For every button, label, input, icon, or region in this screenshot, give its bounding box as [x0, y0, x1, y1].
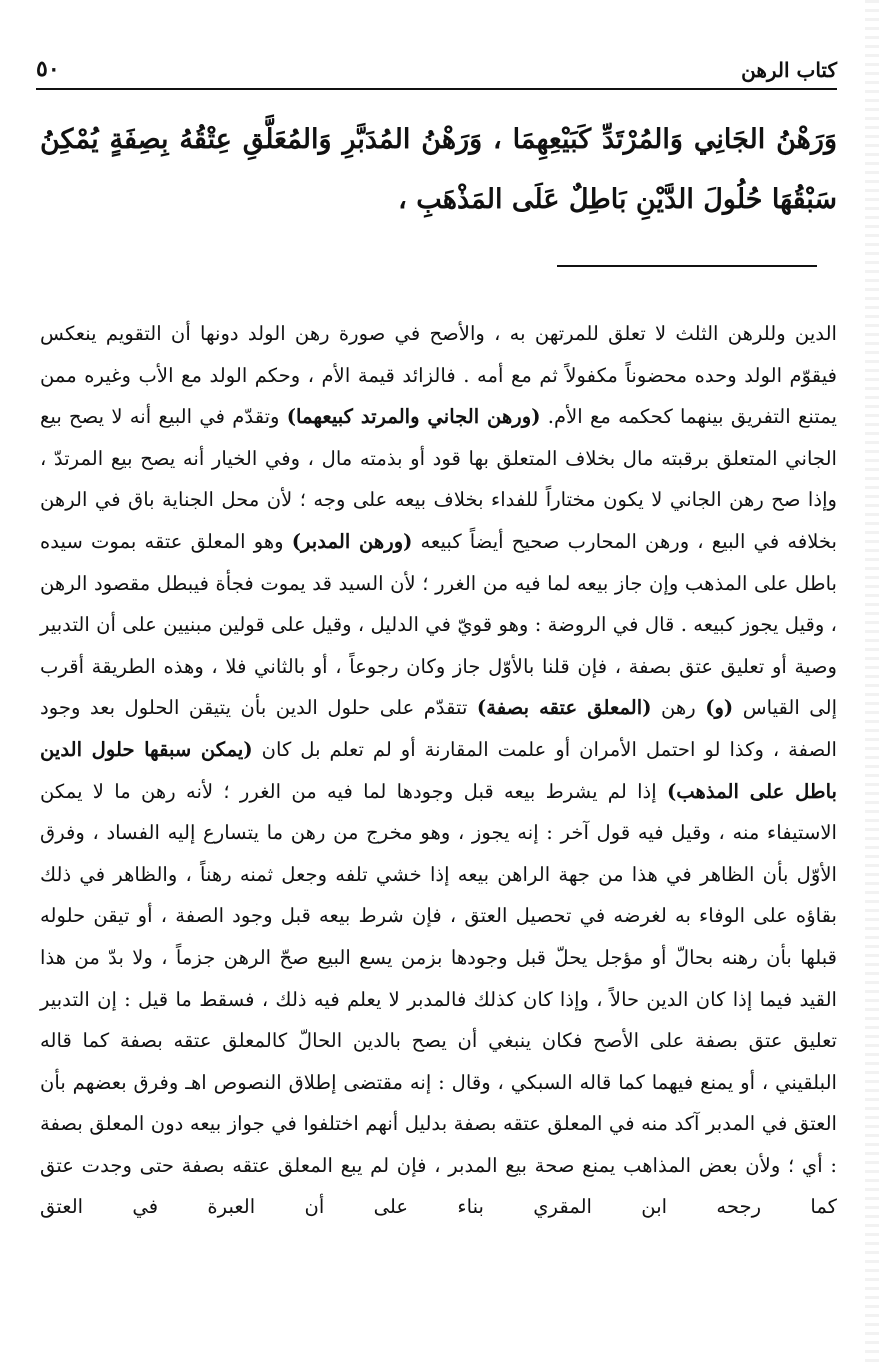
- sharh-text-3: وهو المعلق عتقه بموت سيده باطل على المذهب وإن جاز بيعه لما فيه من الغرر ؛ لأن السيد قد يموت فجأة فيبطل مقصود الرهن ، وقيل يجوز كبيعه . قال في الروضة : وهو قويّ في الدليل ، وقيل على قولين مبنيين على أن التدبير وصية أو تعليق عتق بصفة ، فإن قلنا بالأوّل جاز وكان رجوعاً ، أو بالثاني فلا ، وهذه الطريقة أقرب إلى القياس: [40, 529, 838, 720]
- quoted-matn-2: (ورهن المدبر): [291, 529, 413, 553]
- quoted-matn-3: (و): [705, 696, 734, 720]
- page-number: ٥٠: [36, 56, 60, 82]
- scan-edge: [865, 0, 879, 1367]
- quoted-matn-1: (ورهن الجاني والمرتد كبيعهما): [286, 405, 541, 429]
- matn-text: وَرَهْنُ الجَانِي وَالمُرْتَدِّ كَبَيْعِهِمَا ، وَرَهْنُ المُدَبَّرِ وَالمُعَلَّقِ عِتْقُهُ بِصِفَةٍ يُمْكِنُ سَبْقُهَا حُلُولَ الدَّيْنِ بَاطِلٌ عَلَى المَذْهَبِ ،: [40, 124, 837, 215]
- sharh-text-5: تتقدّم على حلول الدين بأن يتيقن الحلول بعد وجود الصفة ، وكذا لو احتمل الأمران أو علمت المقارنة أو لم تعلم بل كان: [40, 696, 837, 761]
- book-title: كتاب الرهن: [741, 58, 837, 82]
- sharh-text-2: وتقدّم في البيع أنه لا يصح بيع الجاني المتعلق برقبته مال بخلاف المتعلق بها قود أو بذمته مال ، وفي الخيار أنه يصح بيع المرتدّ ، وإذا صح رهن الجاني لا يكون مختاراً للفداء بخلاف بيعه على وجه ؛ لأن محل الجناية باق في الرهن بخلافه في البيع ، ورهن المحارب صحيح أيضاً كبيعه: [40, 405, 837, 553]
- quoted-matn-4: (المعلق عتقه بصفة): [476, 696, 652, 720]
- page-header: [36, 52, 837, 90]
- sharh-text-1: الدين وللرهن الثلث لا تعلق للمرتهن به ، والأصح في صورة رهن الولد دونها أن التقويم ينعكس فيقوّم الولد وحده محضوناً مكفولاً ثم مع أمه . فالزائد قيمة الأم ، وحكم الولد مع الأب وغيره ممن يمتنع التفريق بينهما كحكمه مع الأم.: [40, 322, 837, 429]
- sharh-text-4: رهن: [660, 696, 696, 720]
- quoted-matn-5: (يمكن سبقها حلول الدين باطل على المذهب): [40, 737, 838, 803]
- separator-line: [557, 265, 817, 267]
- sharh-commentary: [40, 313, 837, 1228]
- sharh-text-6: إذا لم يشرط بيعه قبل وجودها لما فيه من الغرر ؛ لأنه رهن ما لا يمكن الاستيفاء منه ، وقيل فيه قول آخر : إنه يجوز ، وهو مخرج من رهن ما يتسارع إليه الفساد ، وفرق الأوّل بأن الظاهر في هذا من جهة الراهن بيعه إذا خشي تلفه وجعل ثمنه رهناً ، والظاهر في ذلك بقاؤه على الوفاء به لغرضه في تحصيل العتق ، فإن شرط بيعه قبل وجود الصفة ، أو تيقن حلوله قبلها بأن رهنه بحالّ أو مؤجل يحلّ قبل وجودها بزمن يسع البيع صحّ الرهن جزماً ، ولا بدّ من هذا القيد فيما إذا كان الدين حالاً ، وإذا كان كذلك فالمدبر لا يعلم فيه ذلك ، فسقط ما قيل : إن التدبير تعليق عتق بصفة على الأصح فكان ينبغي أن يصح بالدين الحالّ كالمعلق عتقه بصفة كما قاله البلقيني ، أو يمنع فيهما كما قاله السبكي ، وقال : إنه مقتضى إطلاق النصوص اهـ وفرق بعضهم بأن العتق في المدبر آكد منه في المعلق عتقه بصفة بدليل أنهم اختلفوا في جواز بيعه دون المعلق بصفة : أي ؛ ولأن بعض المذاهب يمنع صحة بيع المدبر ، فإن لم يبع المعلق عتقه بصفة حتى وجدت عتق كما رجحه ابن المقري بناء على أن العبرة في العتق: [40, 779, 837, 1219]
